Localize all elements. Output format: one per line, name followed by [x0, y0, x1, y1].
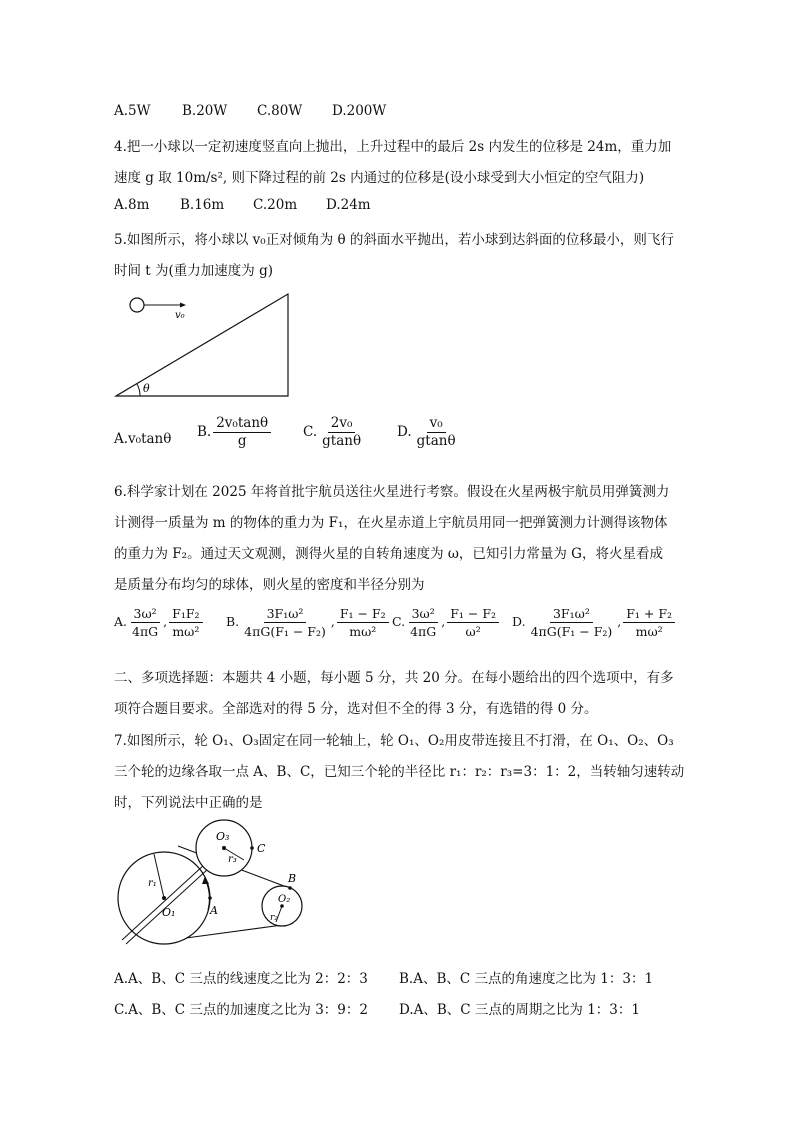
point-a — [208, 896, 212, 900]
q6-stem-line2: 计测得一质量为 m 的物体的重力为 F₁，在火星赤道上宇航员用同一把弹簧测力计测得该物体 — [114, 515, 668, 531]
q3-option-b: B.20W — [182, 103, 228, 119]
label-a: A — [210, 904, 218, 917]
q7-stem-line3: 时，下列说法中正确的是 — [114, 795, 263, 811]
q4-stem-line1: 4.把一小球以一定初速度竖直向上抛出，上升过程中的最后 2s 内发生的位移是 24m，重力加 — [114, 139, 672, 155]
point-c — [250, 846, 254, 850]
label-o1: O₁ — [162, 906, 176, 919]
ball — [130, 298, 144, 312]
q5-option-a: A.v₀tanθ — [114, 431, 172, 447]
q3-option-c: C.80W — [257, 103, 303, 119]
q7-option-c: C.A、B、C 三点的加速度之比为 3：9：2 — [114, 1002, 368, 1018]
q4-option-c: C.20m — [253, 197, 298, 213]
q6-option-b: B. $\frac{\text{3F₁ω²}}{\text{4πG(F₁ − F₂)}}$ , $\frac{\text{F₁ − F₂}}{\text{mω²}}$ — [226, 606, 391, 639]
q5-stem-line2: 时间 t 为(重力加速度为 g) — [114, 263, 273, 279]
section-2-line2: 项符合题目要求。全部选对的得 5 分，选对但不全的得 3 分，有选错的得 0 分。 — [114, 701, 598, 717]
q6-stem-line4: 是质量分布均匀的球体，则火星的密度和半径分别为 — [114, 577, 425, 593]
section-2-line1: 二、多项选择题：本题共 4 小题，每小题 5 分，共 20 分。在每小题给出的四个选项中，有多 — [114, 670, 674, 686]
q3-option-d: D.200W — [332, 103, 387, 119]
q3-option-a: A.5W — [114, 103, 151, 119]
q6-stem-line3: 的重力为 F₂。通过天文观测，测得火星的自转角速度为 ω，已知引力常量为 G，将火星看成 — [114, 546, 663, 562]
q5-option-b: B. $\frac{\text{2v₀tanθ}}{g}$ — [197, 416, 273, 449]
q5-incline-figure — [110, 288, 300, 402]
q7-option-d: D.A、B、C 三点的周期之比为 1：3：1 — [399, 1002, 640, 1018]
velocity-arrowhead — [180, 303, 186, 308]
label-r1: r₁ — [148, 878, 157, 889]
label-b: B — [288, 872, 297, 885]
q4-option-d: D.24m — [326, 197, 371, 213]
q6-option-c: C. $\frac{\text{3ω²}}{4\pi G}$ , $\frac{\text{F₁ − F₂}}{\text{ω²}}$ — [392, 606, 501, 639]
label-c: C — [257, 842, 266, 855]
q6-option-d: D. $\frac{\text{3F₁ω²}}{\text{4πG(F₁ − F₂)}}$ , $\frac{\text{F₁ + F₂}}{\text{mω²}}$ — [512, 606, 677, 639]
label-o3: O₃ — [216, 830, 230, 843]
q4-option-b: B.16m — [180, 197, 225, 213]
q6-stem-line1: 6.科学家计划在 2025 年将首批宇航员送往火星进行考察。假设在火星两极宇航员用弹簧测力 — [114, 484, 670, 500]
q4-stem-line2: 速度 g 取 10m/s², 则下降过程的前 2s 内通过的位移是(设小球受到大小恒定的空气阻力) — [114, 170, 645, 186]
q6-option-a: A. $\frac{\text{3ω²}}{4\pi G}$ , $\frac{\text{F₁F₂}}{\text{mω²}}$ — [114, 606, 205, 639]
q7-stem-line2: 三个轮的边缘各取一点 A、B、C，已知三个轮的半径比 r₁：r₂：r₃=3：1：2，当转轴匀速转动 — [114, 764, 685, 780]
belt-lower — [186, 924, 290, 938]
q5-option-d: D. $\frac{\text{v₀}}{gtan\theta}$ — [397, 415, 456, 449]
angle-arc — [137, 384, 140, 396]
velocity-label: v₀ — [175, 310, 185, 321]
q7-pulley-figure — [112, 818, 312, 948]
q7-option-a: A.A、B、C 三点的线速度之比为 2：2：3 — [114, 971, 368, 987]
angle-label: θ — [143, 382, 150, 395]
label-o2: O₂ — [278, 894, 291, 905]
point-b — [288, 886, 292, 890]
q4-option-a: A.8m — [114, 197, 150, 213]
q7-option-b: B.A、B、C 三点的角速度之比为 1：3：1 — [399, 971, 654, 987]
q5-option-c: C. $\frac{\text{2v₀}}{gtan\theta}$ — [303, 415, 362, 449]
q7-stem-line1: 7.如图所示，轮 O₁、O₃固定在同一轮轴上，轮 O₁、O₂用皮带连接且不打滑，在 O₁、O₂、O₃ — [114, 733, 674, 749]
label-r3: r₃ — [228, 854, 237, 865]
label-r2: r₂ — [270, 913, 278, 923]
q5-stem-line1: 5.如图所示，将小球以 v₀正对倾角为 θ 的斜面水平抛出，若小球到达斜面的位移最小，则飞行 — [114, 232, 674, 248]
